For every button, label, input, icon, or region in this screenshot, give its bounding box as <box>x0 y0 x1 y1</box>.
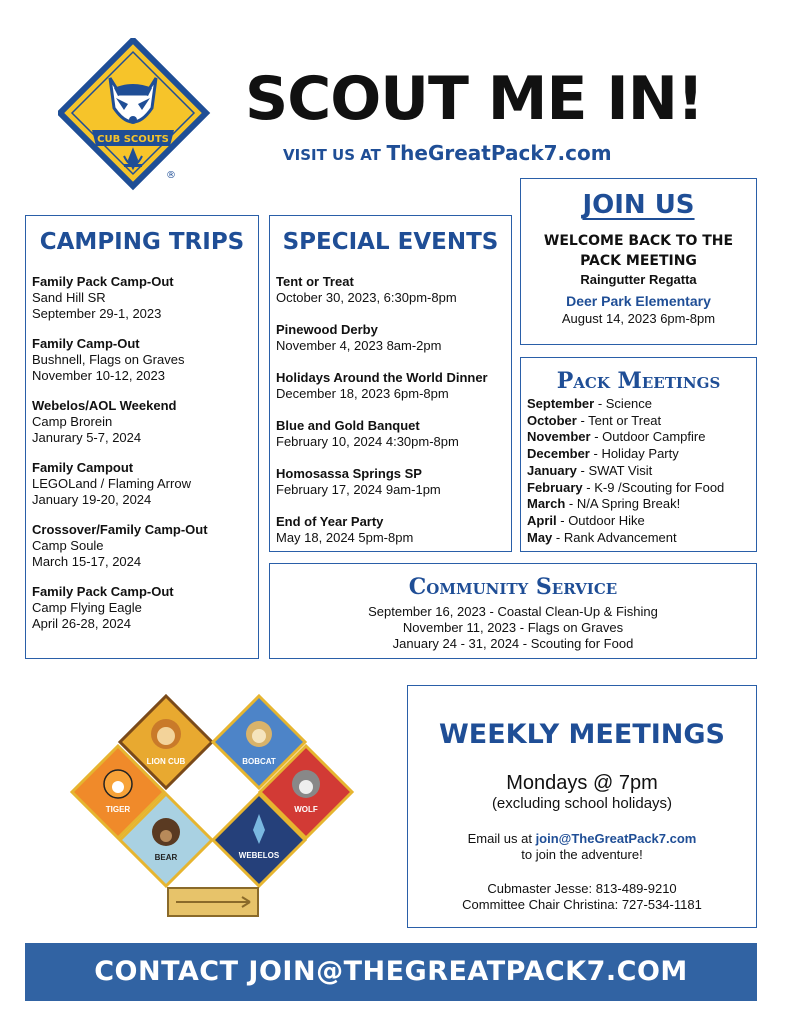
registered-mark: ® <box>166 170 176 181</box>
join-us-datetime: August 14, 2023 6pm-8pm <box>561 311 716 326</box>
camp-date: November 10-12, 2023 <box>32 368 165 383</box>
pm-month: March <box>527 496 566 512</box>
weekly-email-line <box>408 831 756 847</box>
pm-topic: Science <box>605 396 653 411</box>
camp-place: Camp Flying Eagle <box>32 600 142 615</box>
join-us-event-title: WELCOME BACK TO THE PACK MEETING <box>543 233 734 269</box>
camp-name: Family Camp-Out <box>32 336 140 351</box>
bear-label: BEAR <box>154 853 178 862</box>
pm-topic: K-9 /Scouting for Food <box>594 479 725 495</box>
list-item: September - Science <box>527 396 653 411</box>
event-name: End of Year Party <box>276 514 384 529</box>
pack-meetings-heading: Pack Meetings <box>556 368 721 394</box>
cub-scouts-diamond-icon <box>58 38 218 193</box>
event-date: December 18, 2023 6pm-8pm <box>276 386 449 401</box>
lion-label: LION CUB <box>146 757 186 766</box>
join-us-box <box>520 178 757 345</box>
pm-topic: Outdoor Hike <box>568 512 645 528</box>
community-service-heading: Community Service <box>408 574 618 600</box>
list-item <box>32 584 258 632</box>
pm-topic: N/A Spring Break! <box>576 496 681 512</box>
event-date: October 30, 2023, 6:30pm-8pm <box>276 290 457 305</box>
event-date: May 18, 2024 5pm-8pm <box>276 530 414 545</box>
list-item <box>32 460 258 508</box>
weekly-time: Mondays @ 7pm <box>506 772 658 794</box>
camp-date: January 19-20, 2024 <box>32 492 152 507</box>
community-item: January 24 - 31, 2024 - Scouting for Food <box>392 636 634 651</box>
special-events-heading: SPECIAL EVENTS <box>282 229 499 255</box>
pm-month: April <box>527 512 557 528</box>
community-item: November 11, 2023 - Flags on Graves <box>402 620 624 635</box>
pm-month: December <box>527 446 590 462</box>
camping-trips-box <box>25 215 259 659</box>
list-item: January - SWAT Visit <box>527 462 653 478</box>
pm-month: October <box>527 412 577 428</box>
visit-prefix: VISIT US AT <box>283 146 381 164</box>
camp-place: Camp Brorein <box>32 414 113 429</box>
community-service-box <box>269 563 757 659</box>
special-events-box <box>269 215 512 552</box>
list-item: February - K-9 /Scouting for Food <box>527 479 725 495</box>
weekly-meetings-box <box>407 685 757 928</box>
pm-month: September <box>527 396 595 411</box>
camp-name: Webelos/AOL Weekend <box>32 398 177 413</box>
list-item <box>276 418 511 450</box>
join-us-subtitle: Raingutter Regatta <box>580 272 697 287</box>
bobcat-label: BOBCAT <box>242 757 276 766</box>
camp-date: Janurary 5-7, 2024 <box>32 430 142 445</box>
weekly-note: (excluding school holidays) <box>491 795 673 812</box>
email-link[interactable]: join@TheGreatPack7.com <box>535 831 697 846</box>
visit-line <box>283 141 612 165</box>
pack-meetings-box <box>520 357 757 552</box>
pm-topic: Tent or Treat <box>588 412 662 428</box>
pm-month: May <box>527 529 553 545</box>
cubmaster-contact: Cubmaster Jesse: 813-489-9210 <box>487 881 677 896</box>
camp-name: Family Campout <box>32 460 134 475</box>
camp-name: Family Pack Camp-Out <box>32 584 174 599</box>
pm-month: January <box>527 462 577 478</box>
list-item <box>276 322 511 354</box>
pm-topic: SWAT Visit <box>588 462 653 478</box>
list-item: November - Outdoor Campfire <box>527 429 706 445</box>
list-item: April - Outdoor Hike <box>527 512 645 528</box>
pm-topic: Rank Advancement <box>563 529 677 545</box>
committee-chair-contact: Committee Chair Christina: 727-534-1181 <box>462 897 702 912</box>
join-us-location: Deer Park Elementary <box>566 293 711 309</box>
list-item <box>276 274 511 306</box>
event-name: Tent or Treat <box>276 274 354 289</box>
tiger-label: TIGER <box>105 805 131 814</box>
weekly-meetings-heading: WEEKLY MEETINGS <box>439 719 725 750</box>
visit-site-link[interactable]: TheGreatPack7.com <box>386 141 612 165</box>
event-name: Blue and Gold Banquet <box>276 418 420 433</box>
list-item: December - Holiday Party <box>527 446 679 462</box>
list-item <box>32 522 258 570</box>
camp-place: Camp Soule <box>32 538 104 553</box>
event-name: Holidays Around the World Dinner <box>276 370 488 385</box>
logo-text: CUB SCOUTS <box>97 134 169 145</box>
pm-month: November <box>527 429 591 445</box>
list-item: March - N/A Spring Break! <box>527 496 681 512</box>
camp-date: March 15-17, 2024 <box>32 554 142 569</box>
footer-contact-link[interactable]: CONTACT JOIN@THEGREATPACK7.COM <box>94 956 688 987</box>
camp-place: Sand Hill SR <box>32 290 106 305</box>
pm-month: February <box>527 479 583 495</box>
footer-banner <box>25 943 757 1001</box>
wolf-label: WOLF <box>294 805 318 814</box>
event-name: Pinewood Derby <box>276 322 378 337</box>
camp-date: September 29-1, 2023 <box>32 306 162 321</box>
list-item <box>32 336 258 384</box>
event-date: November 4, 2023 8am-2pm <box>276 338 442 353</box>
webelos-label: WEBELOS <box>238 851 280 860</box>
join-us-heading: JOIN US <box>582 190 695 220</box>
pm-topic: Holiday Party <box>601 446 679 462</box>
list-item: May - Rank Advancement <box>527 529 677 545</box>
email-prefix: Email us at <box>467 831 532 846</box>
event-date: February 10, 2024 4:30pm-8pm <box>276 434 459 449</box>
email-suffix: to join the adventure! <box>521 847 643 862</box>
list-item <box>276 466 511 498</box>
rank-badges-graphic <box>66 694 366 918</box>
camping-trips-heading: CAMPING TRIPS <box>39 229 245 255</box>
camp-name: Family Pack Camp-Out <box>32 274 174 289</box>
community-item: September 16, 2023 - Coastal Clean-Up & Fishing <box>368 604 658 619</box>
list-item <box>32 274 258 322</box>
camp-date: April 26-28, 2024 <box>32 616 132 631</box>
list-item: October - Tent or Treat <box>527 412 662 428</box>
camp-name: Crossover/Family Camp-Out <box>32 522 208 537</box>
list-item <box>276 370 511 402</box>
page-title: SCOUT ME IN! <box>245 64 704 134</box>
event-date: February 17, 2024 9am-1pm <box>276 482 441 497</box>
camp-place: Bushnell, Flags on Graves <box>32 352 185 367</box>
arrow-of-light-badge-icon <box>168 888 258 916</box>
list-item <box>32 398 258 446</box>
rank-badges <box>66 694 366 918</box>
camp-place: LEGOLand / Flaming Arrow <box>32 476 191 491</box>
cub-scouts-logo <box>58 38 218 193</box>
event-name: Homosassa Springs SP <box>276 466 422 481</box>
pm-topic: Outdoor Campfire <box>602 429 706 445</box>
list-item <box>276 514 511 546</box>
